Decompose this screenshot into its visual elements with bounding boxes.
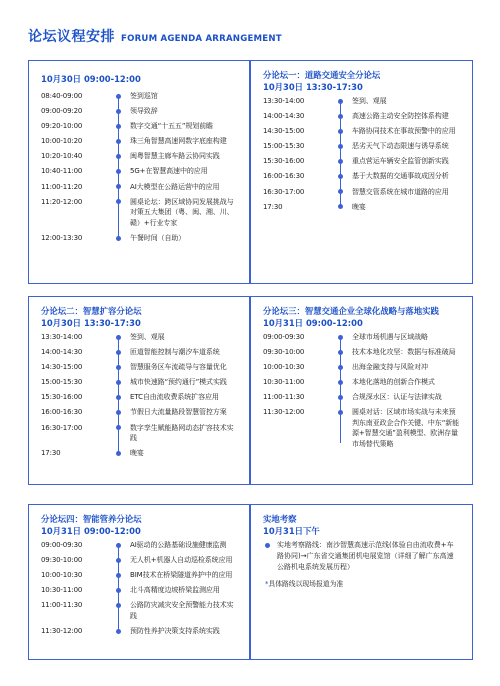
timeline-dot-icon: [116, 451, 121, 456]
forum1-panel: [250, 60, 473, 284]
agenda-time: 13:30-14:00: [41, 333, 83, 341]
agenda-time: 11:30-12:00: [263, 408, 305, 417]
agenda-row: [41, 197, 237, 229]
agenda-item: 全球市场机遇与区域战略: [352, 333, 428, 341]
agenda-row: [41, 233, 237, 244]
agenda-row: [41, 423, 237, 444]
agenda-item: 高速公路主动安全防控体系构建: [352, 112, 449, 121]
agenda-item: 出海金融支持与风险对冲: [352, 363, 428, 372]
agenda-time: 09:30-10:00: [41, 556, 83, 565]
agenda-item: 圆桌论坛：跨区域协同发展挑战与对策五大集团（粤、闽、湘、川、赣）+行业专家: [130, 197, 234, 227]
agenda-item: 基于大数据的交通事故成因分析: [352, 172, 449, 181]
agenda-item: AI大模型在公路运营中的应用: [130, 182, 220, 191]
agenda-time: 14:00-14:30: [263, 112, 305, 121]
timeline-dot-icon: [338, 410, 343, 415]
agenda-time: 11:00-11:30: [41, 601, 83, 610]
timeline-dot-icon: [116, 558, 121, 563]
agenda-item: 签到、观展: [130, 333, 165, 341]
timeline-dot-icon: [116, 169, 121, 174]
agenda-time: 13:30-14:00: [263, 97, 305, 105]
agenda-item: 匝道智能控制与潮汐车道系统: [130, 348, 220, 357]
agenda-time: 10:00-10:30: [41, 571, 83, 580]
agenda-time: 15:00-15:30: [263, 142, 305, 151]
agenda-row: [41, 136, 237, 147]
agenda-row: [41, 600, 237, 621]
agenda-item: 5G+在智慧高速中的应用: [130, 167, 208, 176]
bullet-dot-icon: [265, 543, 270, 548]
timeline-dot-icon: [338, 380, 343, 385]
agenda-time: 10:00-10:20: [41, 137, 83, 146]
forum2-title: 分论坛二：智慧扩容分论坛: [41, 306, 142, 316]
agenda-row: [41, 585, 237, 596]
timeline-dot-icon: [338, 189, 343, 194]
agenda-row: [263, 332, 460, 343]
page-header: [28, 26, 282, 46]
agenda-item: ETC自由流收费系统扩容应用: [130, 393, 219, 402]
main-forum-date: 10月30日 09:00-12:00: [41, 74, 141, 84]
agenda-row: [41, 166, 237, 177]
agenda-time: 09:00-09:20: [41, 107, 83, 116]
agenda-row: [41, 570, 237, 581]
site-visit-route-label: 实地考察路线：: [277, 541, 326, 549]
timeline-dot-icon: [116, 365, 121, 370]
agenda-time: 10:00-10:30: [263, 363, 305, 372]
agenda-row: [41, 540, 237, 551]
agenda-time: 15:30-16:00: [263, 157, 305, 166]
timeline-dot-icon: [116, 199, 121, 204]
site-visit-note: [263, 579, 460, 589]
agenda-item: 智慧交管系统在城市道路的应用: [352, 187, 449, 196]
agenda-row: [41, 91, 237, 102]
agenda-row: [263, 407, 460, 449]
agenda-item: 数字交通“十五五”规划前瞻: [130, 122, 213, 131]
timeline-dot-icon: [116, 573, 121, 578]
forum3-panel: [250, 296, 473, 485]
agenda-item: 公路防灾减灾安全预警能力技术实践: [130, 601, 234, 620]
agenda-time: 10:30-11:00: [263, 378, 305, 387]
timeline-dot-icon: [338, 174, 343, 179]
timeline-dot-icon: [116, 236, 121, 241]
timeline-dot-icon: [338, 159, 343, 164]
agenda-time: 16:30-17:00: [41, 423, 83, 432]
agenda-item: 珠三角智慧高速网数字底座构建: [130, 137, 227, 146]
main-forum-panel: [28, 60, 250, 284]
agenda-item: AI驱动的公路基础设施健康监测: [130, 541, 227, 549]
forum2-panel: [28, 296, 250, 485]
agenda-time: 16:30-17:00: [263, 187, 305, 196]
page-title: 论坛议程安排: [28, 29, 115, 45]
agenda-time: 09:00-09:30: [263, 333, 305, 341]
agenda-row: [263, 187, 460, 198]
forum3-title: 分论坛三：智慧交通企业全球化战略与落地实践: [263, 306, 439, 316]
agenda-row: [41, 626, 237, 637]
timeline-dot-icon: [116, 395, 121, 400]
agenda-item: 预防性养护决策支持系统实践: [130, 626, 220, 635]
agenda-row: [263, 141, 460, 152]
agenda-timeline: [263, 332, 460, 449]
agenda-item: 智慧服务区车流疏导与容量优化: [130, 363, 227, 372]
agenda-time: 08:40-09:00: [41, 92, 83, 100]
timeline-dot-icon: [338, 99, 343, 104]
agenda-time: 09:00-09:30: [41, 541, 83, 549]
forum3-date: 10月31日 09:00-12:00: [263, 318, 363, 328]
agenda-time: 09:20-10:00: [41, 122, 83, 131]
timeline-dot-icon: [338, 114, 343, 119]
agenda-item: 车路协同技术在事故预警中的应用: [352, 127, 456, 136]
agenda-item: BIM技术在桥梁隧道养护中的应用: [130, 571, 233, 580]
timeline-dot-icon: [338, 350, 343, 355]
forum4-panel: [28, 504, 250, 660]
agenda-timeline: [41, 540, 237, 636]
agenda-row: [263, 111, 460, 122]
agenda-time: 16:00-16:30: [263, 172, 305, 181]
agenda-time: 11:30-12:00: [41, 626, 83, 635]
page-title-en: FORUM AGENDA ARRANGEMENT: [121, 34, 282, 44]
site-visit-route-text: 南沙智慧高速示范线(体验自由流收费+车路协同)→广东省交通集团机电展览馆（详细了解广东高速公路机电系统发展历程）: [277, 541, 454, 571]
agenda-item: 数字孪生赋能路网动态扩容技术实践: [130, 423, 234, 443]
timeline-dot-icon: [116, 94, 121, 99]
agenda-item: 重点营运车辆安全监管创新实践: [352, 157, 449, 166]
agenda-row: [263, 96, 460, 107]
agenda-item: 合规深水区：认证与法律实战: [352, 393, 442, 402]
timeline-dot-icon: [116, 184, 121, 189]
note-asterisk: *: [265, 580, 269, 588]
agenda-item: 恶劣天气下动态限速与诱导系统: [352, 142, 449, 151]
site-visit-route: [263, 540, 460, 573]
timeline-dot-icon: [116, 588, 121, 593]
agenda-row: [41, 151, 237, 162]
forum4-title: 分论坛四：智能管养分论坛: [41, 514, 142, 524]
timeline-dot-icon: [116, 124, 121, 129]
timeline-dot-icon: [116, 350, 121, 355]
site-visit-title: 实地考察: [263, 514, 297, 524]
agenda-row: [263, 156, 460, 167]
timeline-dot-icon: [116, 154, 121, 159]
agenda-row: [41, 377, 237, 388]
site-visit-panel: [250, 504, 473, 660]
forum2-date: 10月30日 13:30-17:30: [41, 318, 141, 328]
agenda-row: [41, 407, 237, 418]
agenda-item: 圆桌对话：区域市场实战与未来预判东南亚政企合作关键、中东“新能源+智慧交通”盈利模型、欧洲存量市场替代策略: [352, 408, 460, 448]
agenda-row: [263, 362, 460, 373]
timeline-dot-icon: [338, 129, 343, 134]
agenda-row: [41, 182, 237, 193]
agenda-time: 09:30-10:00: [263, 348, 305, 357]
agenda-time: 14:00-14:30: [41, 348, 83, 357]
agenda-item: 北斗高精度边坡桥梁监测应用: [130, 586, 220, 595]
agenda-time: 14:30-15:00: [263, 127, 305, 136]
agenda-item: 签到巡馆: [130, 92, 158, 100]
agenda-time: 14:30-15:00: [41, 363, 83, 372]
agenda-row: [41, 332, 237, 343]
timeline-dot-icon: [116, 380, 121, 385]
agenda-time: 15:00-15:30: [41, 378, 83, 387]
timeline-dot-icon: [338, 204, 343, 209]
timeline-dot-icon: [116, 139, 121, 144]
agenda-row: [263, 392, 460, 403]
agenda-item: 晚宴: [352, 202, 366, 211]
timeline-dot-icon: [116, 335, 121, 340]
agenda-item: 本地化落地的创新合作模式: [352, 378, 435, 387]
timeline-dot-icon: [116, 543, 121, 548]
agenda-item: 城市快速路“预约通行”模式实践: [130, 378, 227, 387]
agenda-item: 闽粤智慧主廊车路云协同实践: [130, 152, 220, 161]
forum1-date: 10月30日 13:30-17:30: [263, 82, 363, 92]
timeline-dot-icon: [116, 109, 121, 114]
agenda-row: [263, 202, 460, 213]
agenda-time: 10:20-10:40: [41, 152, 83, 161]
agenda-item: 技术本地化攻坚：数据与标准破局: [352, 348, 456, 357]
site-visit-note-text: 具体路线以现场报道为准: [268, 580, 344, 588]
agenda-item: 节假日大流量路段智慧管控方案: [130, 408, 227, 417]
agenda-time: 11:20-12:00: [41, 197, 83, 206]
agenda-row: [41, 555, 237, 566]
agenda-timeline: [41, 332, 237, 459]
agenda-row: [41, 106, 237, 117]
agenda-item: 晚宴: [130, 449, 144, 458]
agenda-timeline: [263, 96, 460, 212]
forum4-date: 10月31日 09:00-12:00: [41, 526, 141, 536]
agenda-time: 11:00-11:30: [263, 393, 305, 402]
agenda-item: 领导致辞: [130, 107, 158, 116]
agenda-row: [263, 377, 460, 388]
agenda-item: 无人机+机器人自动巡检系统应用: [130, 556, 233, 565]
timeline-dot-icon: [338, 365, 343, 370]
agenda-timeline: [41, 91, 237, 243]
timeline-dot-icon: [338, 335, 343, 340]
agenda-row: [263, 171, 460, 182]
agenda-time: 11:00-11:20: [41, 182, 83, 191]
timeline-dot-icon: [116, 629, 121, 634]
agenda-row: [263, 126, 460, 137]
agenda-time: 15:30-16:00: [41, 393, 83, 402]
agenda-row: [263, 347, 460, 358]
forum1-title: 分论坛一：道路交通安全分论坛: [263, 70, 381, 80]
agenda-row: [41, 362, 237, 373]
agenda-time: 10:40-11:00: [41, 167, 83, 176]
timeline-dot-icon: [338, 395, 343, 400]
agenda-time: 16:00-16:30: [41, 408, 83, 417]
agenda-row: [41, 392, 237, 403]
site-visit-date: 10月31日下午: [263, 526, 320, 536]
agenda-time: 17:30: [263, 202, 283, 211]
timeline-dot-icon: [338, 144, 343, 149]
timeline-dot-icon: [116, 603, 121, 608]
agenda-item: 午餐时间（自助）: [130, 233, 186, 242]
timeline-dot-icon: [116, 410, 121, 415]
agenda-row: [41, 448, 237, 459]
agenda-row: [41, 347, 237, 358]
timeline-dot-icon: [116, 425, 121, 430]
agenda-time: 17:30: [41, 449, 61, 458]
agenda-row: [41, 121, 237, 132]
agenda-item: 签到、观展: [352, 97, 387, 105]
agenda-time: 10:30-11:00: [41, 586, 83, 595]
agenda-time: 12:00-13:30: [41, 233, 83, 242]
